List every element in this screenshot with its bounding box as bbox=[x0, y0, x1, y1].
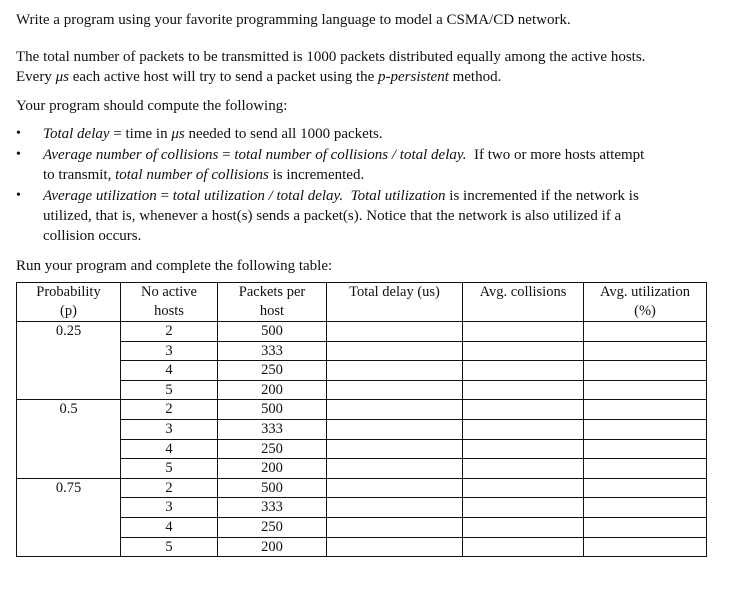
header-hosts bbox=[121, 283, 218, 322]
collisions-cell[interactable] bbox=[463, 517, 584, 537]
utilization-cell[interactable] bbox=[584, 439, 707, 459]
unit-us: μs bbox=[171, 126, 185, 142]
utilization-cell[interactable] bbox=[584, 380, 707, 400]
table-header-row bbox=[17, 283, 707, 322]
delay-cell[interactable] bbox=[327, 478, 463, 498]
header-text: (%) bbox=[634, 303, 656, 319]
packets-cell: 333 bbox=[218, 498, 327, 518]
collisions-cell[interactable] bbox=[463, 341, 584, 361]
packets-cell: 250 bbox=[218, 361, 327, 381]
hosts-cell: 4 bbox=[121, 517, 218, 537]
delay-cell[interactable] bbox=[327, 537, 463, 557]
term: Average number of collisions bbox=[43, 147, 219, 163]
delay-cell[interactable] bbox=[327, 341, 463, 361]
collisions-cell[interactable] bbox=[463, 439, 584, 459]
utilization-cell[interactable] bbox=[584, 459, 707, 479]
utilization-cell[interactable] bbox=[584, 400, 707, 420]
header-text: Avg. utilization bbox=[600, 284, 690, 300]
table-row bbox=[17, 498, 707, 518]
requirements-list bbox=[16, 124, 732, 246]
delay-cell[interactable] bbox=[327, 517, 463, 537]
probability-cell: 0.5 bbox=[17, 400, 121, 478]
collisions-cell[interactable] bbox=[463, 498, 584, 518]
table-row bbox=[17, 459, 707, 479]
collisions-cell[interactable] bbox=[463, 322, 584, 342]
header-text: Packets per bbox=[238, 284, 306, 300]
delay-cell[interactable] bbox=[327, 322, 463, 342]
collisions-cell[interactable] bbox=[463, 459, 584, 479]
header-utilization bbox=[584, 283, 707, 322]
delay-cell[interactable] bbox=[327, 400, 463, 420]
bullet-icon: • bbox=[16, 126, 21, 141]
text-span: each active host will try to send a packet using the bbox=[68, 69, 379, 85]
table-row bbox=[17, 517, 707, 537]
header-text: host bbox=[259, 303, 285, 319]
header-packets bbox=[218, 283, 327, 322]
table-row bbox=[17, 400, 707, 420]
requirement-avg-collisions bbox=[16, 145, 732, 185]
collisions-cell[interactable] bbox=[463, 478, 584, 498]
requirement-total-delay bbox=[16, 124, 732, 144]
packets-cell: 500 bbox=[218, 322, 327, 342]
collisions-cell[interactable] bbox=[463, 400, 584, 420]
header-text: hosts bbox=[154, 303, 184, 319]
collisions-cell[interactable] bbox=[463, 380, 584, 400]
packets-cell: 200 bbox=[218, 459, 327, 479]
header-text: (p) bbox=[60, 303, 77, 319]
header-text: Total delay (us) bbox=[349, 284, 440, 300]
table-row bbox=[17, 380, 707, 400]
utilization-cell[interactable] bbox=[584, 341, 707, 361]
method-line bbox=[16, 67, 732, 87]
delay-cell[interactable] bbox=[327, 361, 463, 381]
utilization-cell[interactable] bbox=[584, 322, 707, 342]
method-name: p-persistent bbox=[378, 69, 449, 85]
text-span: = time in bbox=[109, 126, 172, 142]
text-span: Every bbox=[16, 69, 56, 85]
utilization-cell[interactable] bbox=[584, 517, 707, 537]
delay-cell[interactable] bbox=[327, 439, 463, 459]
collisions-cell[interactable] bbox=[463, 419, 584, 439]
term: Total delay bbox=[43, 126, 110, 142]
packets-cell: 333 bbox=[218, 419, 327, 439]
table-row bbox=[17, 322, 707, 342]
term: Average utilization bbox=[43, 188, 157, 204]
collisions-cell[interactable] bbox=[463, 537, 584, 557]
table-intro: Run your program and complete the following table: bbox=[16, 258, 333, 274]
packets-cell: 250 bbox=[218, 517, 327, 537]
utilization-cell[interactable] bbox=[584, 498, 707, 518]
table-row bbox=[17, 537, 707, 557]
hosts-cell: 5 bbox=[121, 537, 218, 557]
table-row bbox=[17, 341, 707, 361]
hosts-cell: 3 bbox=[121, 419, 218, 439]
delay-cell[interactable] bbox=[327, 459, 463, 479]
text-span: method. bbox=[448, 69, 502, 85]
header-probability bbox=[17, 283, 121, 322]
header-text: No active bbox=[141, 284, 197, 300]
intro-line: Write a program using your favorite programming language to model a CSMA/CD network. bbox=[16, 12, 571, 28]
probability-cell: 0.75 bbox=[17, 478, 121, 556]
header-text: Probability bbox=[36, 284, 101, 300]
hosts-cell: 2 bbox=[121, 400, 218, 420]
formula: total number of collisions / total delay. bbox=[234, 147, 467, 163]
text-span: = bbox=[156, 188, 173, 204]
probability-cell: 0.25 bbox=[17, 322, 121, 400]
hosts-cell: 5 bbox=[121, 459, 218, 479]
header-delay bbox=[327, 283, 463, 322]
text-span: is incremented if the network is bbox=[445, 188, 639, 204]
delay-cell[interactable] bbox=[327, 380, 463, 400]
packets-cell: 500 bbox=[218, 478, 327, 498]
hosts-cell: 3 bbox=[121, 498, 218, 518]
bullet-icon: • bbox=[16, 147, 21, 162]
delay-cell[interactable] bbox=[327, 498, 463, 518]
text-span: collision occurs. bbox=[43, 228, 142, 244]
utilization-cell[interactable] bbox=[584, 537, 707, 557]
text-span: = bbox=[218, 147, 235, 163]
delay-cell[interactable] bbox=[327, 419, 463, 439]
text-span: If two or more hosts attempt bbox=[466, 147, 645, 163]
hosts-cell: 3 bbox=[121, 341, 218, 361]
hosts-cell: 2 bbox=[121, 322, 218, 342]
table-row bbox=[17, 478, 707, 498]
hosts-cell: 2 bbox=[121, 478, 218, 498]
text-span: is incremented. bbox=[268, 167, 365, 183]
term: total number of collisions bbox=[115, 167, 269, 183]
requirement-avg-utilization bbox=[16, 186, 732, 246]
packets-cell: 333 bbox=[218, 341, 327, 361]
hosts-cell: 4 bbox=[121, 439, 218, 459]
header-collisions bbox=[463, 283, 584, 322]
results-table bbox=[16, 282, 707, 557]
text-span: utilized, that is, whenever a host(s) sends a packet(s). Notice that the network is also utilized if a bbox=[43, 208, 622, 224]
table-row bbox=[17, 439, 707, 459]
collisions-cell[interactable] bbox=[463, 361, 584, 381]
utilization-cell[interactable] bbox=[584, 478, 707, 498]
table-row bbox=[17, 361, 707, 381]
text-span: to transmit, bbox=[43, 167, 116, 183]
utilization-cell[interactable] bbox=[584, 419, 707, 439]
document-page bbox=[16, 10, 732, 557]
utilization-cell[interactable] bbox=[584, 361, 707, 381]
hosts-cell: 4 bbox=[121, 361, 218, 381]
header-text: Avg. collisions bbox=[479, 284, 567, 300]
packets-cell: 200 bbox=[218, 380, 327, 400]
hosts-cell: 5 bbox=[121, 380, 218, 400]
packets-cell: 500 bbox=[218, 400, 327, 420]
compute-heading: Your program should compute the following: bbox=[16, 98, 288, 114]
packets-cell: 250 bbox=[218, 439, 327, 459]
table-row bbox=[17, 419, 707, 439]
packets-line: The total number of packets to be transmitted is 1000 packets distributed equally among the active hosts. bbox=[16, 49, 646, 65]
unit-us: μs bbox=[55, 69, 69, 85]
bullet-icon: • bbox=[16, 188, 21, 203]
text-span: needed to send all 1000 packets. bbox=[184, 126, 383, 142]
packets-cell: 200 bbox=[218, 537, 327, 557]
formula: total utilization / total delay. Total utilization bbox=[172, 188, 446, 204]
